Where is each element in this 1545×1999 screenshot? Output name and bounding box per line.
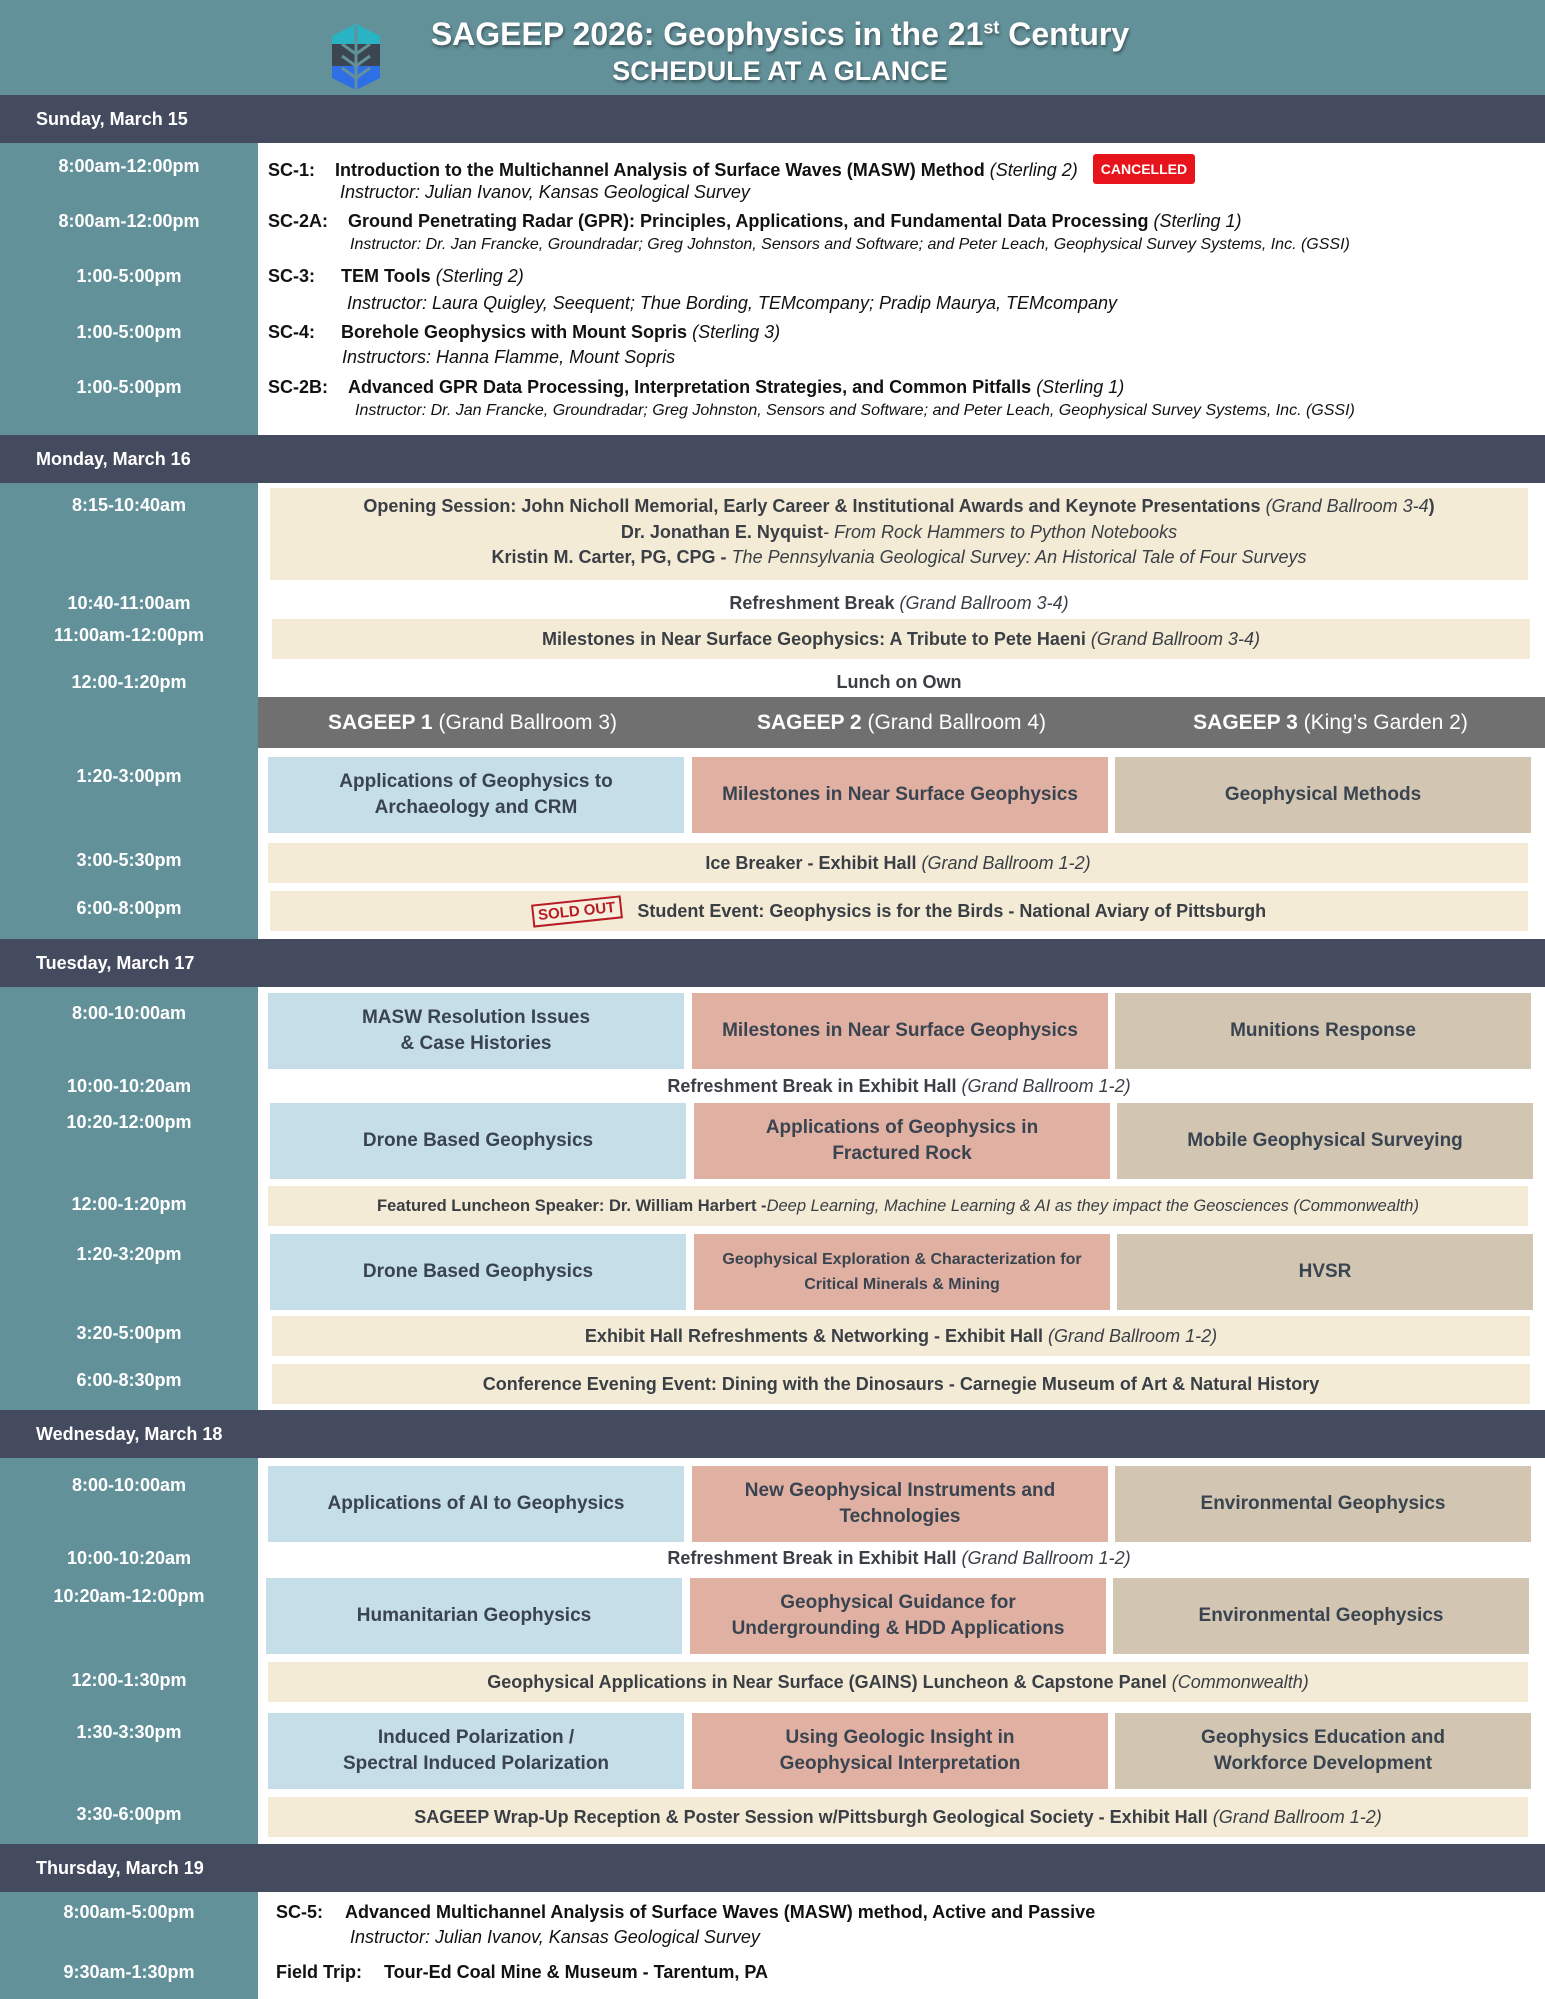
time-slot: 12:00-1:20pm <box>71 1194 187 1214</box>
session-track-3[interactable]: Environmental Geophysics <box>1113 1578 1529 1654</box>
time-slot: 8:00-10:00am <box>71 1475 187 1495</box>
short-course-sc5 <box>276 1902 1095 1923</box>
cancelled-badge: CANCELLED <box>1093 154 1195 184</box>
time-slot: 10:20-12:00pm <box>66 1112 192 1132</box>
course-title: Advanced Multichannel Analysis of Surface Waves (MASW) method, Active and Passive <box>345 1902 1096 1922</box>
time-slot: 3:30-6:00pm <box>76 1804 182 1824</box>
time-slot: 3:20-5:00pm <box>76 1323 182 1343</box>
course-code: SC-4: <box>268 322 316 342</box>
session-track-2[interactable]: Using Geologic Insight in Geophysical Interpretation <box>692 1713 1108 1789</box>
sold-out-stamp: SOLD OUT <box>531 895 622 927</box>
course-room: (Sterling 2) <box>435 266 524 286</box>
session-track-2[interactable]: Geophysical Guidance for Undergrounding & HDD Applications <box>690 1578 1106 1654</box>
day-header-sunday: Sunday, March 15 <box>0 95 1545 143</box>
field-trip <box>276 1962 768 1983</box>
course-room: (Sterling 2) <box>989 160 1078 180</box>
opening-session-block <box>270 488 1528 580</box>
time-slot: 8:00am-12:00pm <box>58 211 200 231</box>
course-instructor: Instructor: Dr. Jan Francke, Groundradar; Greg Johnston, Sensors and Software; and Peter Leach, Geophysical Survey Systems, Inc. (GSSI) <box>350 236 1350 253</box>
field-trip-title: Tour-Ed Coal Mine & Museum - Tarentum, PA <box>384 1962 769 1982</box>
time-slot: 6:00-8:30pm <box>76 1370 182 1390</box>
session-track-1[interactable]: MASW Resolution Issues & Case Histories <box>268 993 684 1069</box>
course-title: Advanced GPR Data Processing, Interpretation Strategies, and Common Pitfalls <box>348 377 1032 397</box>
gains-luncheon: Geophysical Applications in Near Surface (GAINS) Luncheon & Capstone Panel (Commonwealth) <box>268 1662 1528 1702</box>
course-room: (Sterling 1) <box>1153 211 1242 231</box>
short-course-sc3 <box>268 266 524 287</box>
session-track-2[interactable]: Milestones in Near Surface Geophysics <box>692 757 1108 833</box>
course-code: SC-1: <box>268 160 316 180</box>
day-header-monday: Monday, March 16 <box>0 435 1545 483</box>
time-slot: 12:00-1:30pm <box>71 1670 187 1690</box>
session-track-3[interactable]: Munitions Response <box>1115 993 1531 1069</box>
milestones-tribute: Milestones in Near Surface Geophysics: A Tribute to Pete Haeni (Grand Ballroom 3-4) <box>272 619 1530 659</box>
session-track-3[interactable]: Geophysics Education and Workforce Development <box>1115 1713 1531 1789</box>
time-slot: 3:00-5:30pm <box>76 850 182 870</box>
wrap-up-reception: SAGEEP Wrap-Up Reception & Poster Session w/Pittsburgh Geological Society - Exhibit Hall (Grand Ballroom 1-2) <box>268 1797 1528 1837</box>
refreshment-break: Refreshment Break (Grand Ballroom 3-4) <box>729 592 1069 613</box>
time-slot: 1:00-5:00pm <box>76 266 182 286</box>
session-track-2[interactable]: Milestones in Near Surface Geophysics <box>692 993 1108 1069</box>
room-3: SAGEEP 3 (King’s Garden 2) <box>1193 710 1468 734</box>
course-title: Introduction to the Multichannel Analysis of Surface Waves (MASW) Method <box>335 160 985 180</box>
session-track-3[interactable]: Environmental Geophysics <box>1115 1466 1531 1542</box>
short-course-sc2b <box>268 377 1124 398</box>
time-slot: 10:00-10:20am <box>66 1548 192 1568</box>
course-title: Borehole Geophysics with Mount Sopris <box>341 322 688 342</box>
page-title: SAGEEP 2026: Geophysics in the 21st Century <box>430 16 1130 52</box>
time-slot: 1:20-3:00pm <box>76 766 182 786</box>
page-subtitle: SCHEDULE AT A GLANCE <box>612 56 948 86</box>
session-track-1[interactable]: Applications of Geophysics to Archaeology and CRM <box>268 757 684 833</box>
time-slot: 12:00-1:20pm <box>71 672 187 692</box>
time-slot: 1:00-5:00pm <box>76 322 182 342</box>
session-track-2[interactable]: New Geophysical Instruments and Technologies <box>692 1466 1108 1542</box>
opening-session-title: Opening Session: John Nicholl Memorial, Early Career & Institutional Awards and Keynote Presentations (Grand Ballroom 3-4 ) <box>363 495 1435 516</box>
time-slot: 8:15-10:40am <box>71 495 187 515</box>
course-room: (Sterling 1) <box>1036 377 1125 397</box>
course-instructor: Instructors: Hanna Flamme, Mount Sopris <box>342 347 676 367</box>
time-slot: 8:00am-5:00pm <box>63 1902 195 1922</box>
session-track-1[interactable]: Applications of AI to Geophysics <box>268 1466 684 1542</box>
course-title: TEM Tools <box>341 266 431 286</box>
course-instructor: Instructor: Julian Ivanov, Kansas Geological Survey <box>340 182 750 202</box>
student-event: SOLD OUT Student Event: Geophysics is for the Birds - National Aviary of Pittsburgh <box>270 891 1528 931</box>
session-track-3[interactable]: Mobile Geophysical Surveying <box>1117 1103 1533 1179</box>
course-title: Ground Penetrating Radar (GPR): Principles, Applications, and Fundamental Data Processing <box>348 211 1149 231</box>
room-1: SAGEEP 1 (Grand Ballroom 3) <box>327 710 618 734</box>
lunch-on-own: Lunch on Own <box>836 671 962 692</box>
time-slot: 10:40-11:00am <box>67 593 191 613</box>
course-instructor: Instructor: Dr. Jan Francke, Groundradar; Greg Johnston, Sensors and Software; and Peter Leach, Geophysical Survey Systems, Inc. (GSSI) <box>355 402 1355 419</box>
time-slot: 9:30am-1:30pm <box>63 1962 195 1982</box>
time-slot: 8:00am-12:00pm <box>58 156 200 176</box>
course-code: SC-2B: <box>268 377 329 397</box>
time-slot: 10:20am-12:00pm <box>53 1586 205 1606</box>
session-track-1[interactable]: Drone Based Geophysics <box>270 1103 686 1179</box>
day-header-tuesday: Tuesday, March 17 <box>0 939 1545 987</box>
keynote-speaker-2: Kristin M. Carter, PG, CPG - The Pennsylvania Geological Survey: An Historical Tale of Four Surveys <box>491 547 1307 567</box>
evening-event: Conference Evening Event: Dining with the Dinosaurs - Carnegie Museum of Art & Natural History <box>272 1364 1530 1404</box>
short-course-sc2a <box>268 211 1242 232</box>
time-slot: 6:00-8:00pm <box>76 898 182 918</box>
field-trip-label: Field Trip: <box>276 1962 363 1982</box>
session-track-2[interactable]: Geophysical Exploration & Characterization for Critical Minerals & Mining <box>694 1234 1110 1310</box>
course-code: SC-5: <box>276 1902 324 1922</box>
session-track-1[interactable]: Humanitarian Geophysics <box>266 1578 682 1654</box>
featured-luncheon: Featured Luncheon Speaker: Dr. William Harbert - Deep Learning, Machine Learning & AI as they impact the Geosciences (Commonwealth) <box>268 1186 1528 1226</box>
course-code: SC-3: <box>268 266 316 286</box>
course-instructor: Instructor: Julian Ivanov, Kansas Geological Survey <box>350 1927 760 1947</box>
time-slot: 8:00-10:00am <box>71 1003 187 1023</box>
room-2: SAGEEP 2 (Grand Ballroom 4) <box>756 710 1047 734</box>
time-slot: 11:00am-12:00pm <box>53 625 205 645</box>
refreshment-break: Refreshment Break in Exhibit Hall (Grand Ballroom 1-2) <box>667 1075 1131 1096</box>
session-track-3[interactable]: Geophysical Methods <box>1115 757 1531 833</box>
session-track-3[interactable]: HVSR <box>1117 1234 1533 1310</box>
course-code: SC-2A: <box>268 211 329 231</box>
short-course-sc4 <box>268 322 780 343</box>
time-slot: 10:00-10:20am <box>66 1076 192 1096</box>
course-instructor: Instructor: Laura Quigley, Seequent; Thue Bording, TEMcompany; Pradip Maurya, TEMcompany <box>347 293 1118 313</box>
session-track-2[interactable]: Applications of Geophysics in Fractured Rock <box>694 1103 1110 1179</box>
time-slot: 1:20-3:20pm <box>76 1244 182 1264</box>
day-header-thursday: Thursday, March 19 <box>0 1844 1545 1892</box>
session-track-1[interactable]: Drone Based Geophysics <box>270 1234 686 1310</box>
keynote-speaker-1: Dr. Jonathan E. Nyquist - From Rock Hammers to Python Notebooks <box>620 522 1178 542</box>
session-track-1[interactable]: Induced Polarization / Spectral Induced Polarization <box>268 1713 684 1789</box>
time-slot: 1:30-3:30pm <box>76 1722 182 1742</box>
time-slot: 1:00-5:00pm <box>76 377 182 397</box>
course-room: (Sterling 3) <box>692 322 781 342</box>
exhibit-hall-networking: Exhibit Hall Refreshments & Networking - Exhibit Hall (Grand Ballroom 1-2) <box>272 1316 1530 1356</box>
ice-breaker: Ice Breaker - Exhibit Hall (Grand Ballroom 1-2) <box>268 843 1528 883</box>
room-header <box>258 697 1545 748</box>
day-header-wednesday: Wednesday, March 18 <box>0 1410 1545 1458</box>
refreshment-break: Refreshment Break in Exhibit Hall (Grand Ballroom 1-2) <box>667 1547 1131 1568</box>
